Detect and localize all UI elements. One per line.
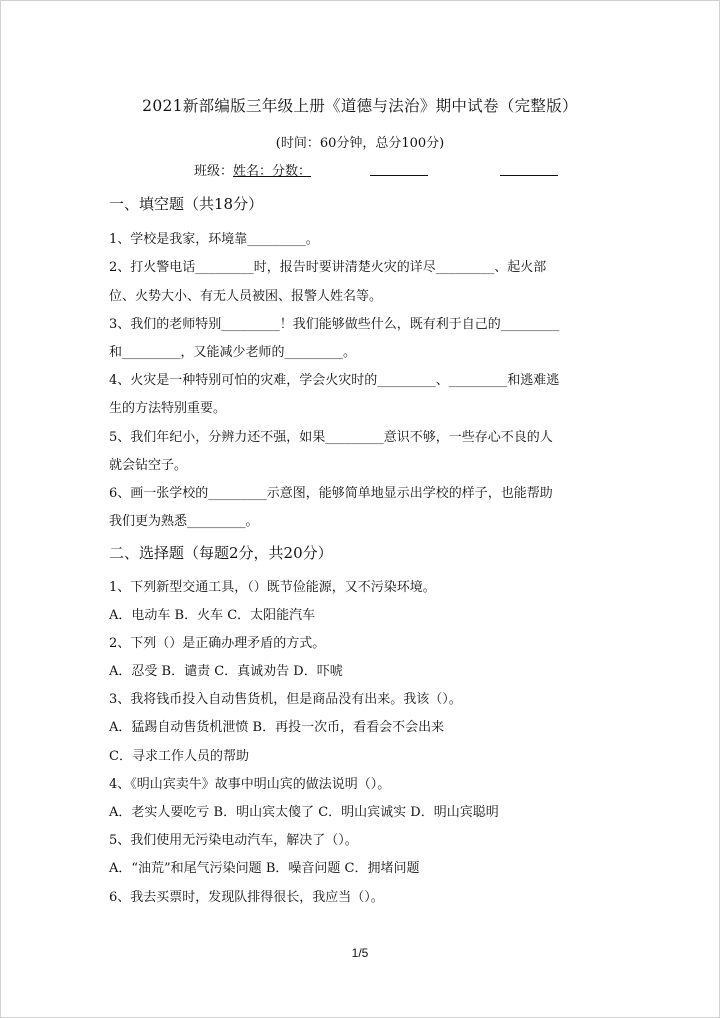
question-line: 6、我去买票时，发现队排得很长，我应当（）。: [109, 890, 384, 905]
score-label: 分数：: [272, 164, 312, 179]
question-line: 5、我们使用无污染电动汽车，解决了（）。: [109, 833, 358, 848]
option-line: C．寻求工作人员的帮助: [109, 749, 249, 764]
question-line: 4、《明山宾卖牛》故事中明山宾的做法说明（）。: [109, 777, 391, 792]
question-line: 3、我将钱币投入自动售货机，但是商品没有出来。我该（）。: [109, 692, 462, 707]
option-line: A．猛踢自动售货机泄愤 B．再投一次币，看看会不会出来: [109, 720, 445, 735]
exam-subtitle: (时间：60分钟，总分100分): [275, 136, 445, 151]
name-label: 姓名：: [233, 164, 273, 179]
question-line: 3、我们的老师特别_________！我们能够做些什么，既有利于自己的_________: [109, 317, 560, 332]
question-line: 和_________，又能减少老师的_________。: [109, 345, 357, 360]
score-blank: [500, 175, 558, 176]
option-line: A．“油荒”和尾气污染问题 B．噪音问题 C．拥堵问题: [109, 861, 420, 876]
name-blank: [370, 175, 428, 176]
exam-title: 2021新部编版三年级上册《道德与法治》期中试卷（完整版）: [142, 97, 578, 115]
question-line: 1、下列新型交通工具，（）既节俭能源，又不污染环境。: [109, 580, 436, 595]
class-label: 班级：: [194, 164, 234, 179]
question-line: 我们更为熟悉_________。: [109, 514, 259, 529]
question-line: 2、打火警电话_________时，报告时要讲清楚火灾的详尽_________、起火部: [109, 260, 547, 275]
section-choice-heading: 二、选择题（每题2分，共20分）: [109, 544, 333, 562]
question-line: 位、火势大小、有无人员被困、报警人姓名等。: [109, 289, 383, 304]
option-line: A．电动车 B．火车 C．太阳能汽车: [109, 608, 316, 623]
question-line: 就会钻空子。: [109, 458, 188, 473]
question-line: 1、学校是我家，环境靠_________。: [109, 232, 319, 247]
question-line: 生的方法特别重要。: [109, 401, 227, 416]
question-line: 6、画一张学校的_________示意图，能够简单地显示出学校的样子，也能帮助: [109, 486, 553, 501]
option-line: A．老实人要吃亏 B．明山宾太傻了 C．明山宾诚实 D．明山宾聪明: [109, 805, 499, 820]
page-number: 1/5: [351, 946, 369, 960]
option-line: A．忍受 B．谴责 C．真诚劝告 D．吓唬: [109, 664, 343, 679]
question-line: 2、下列（）是正确办理矛盾的方式。: [109, 636, 326, 651]
question-line: 4、火灾是一种特别可怕的灾难，学会火灾时的_________、_________和逃难逃: [109, 373, 560, 388]
question-line: 5、我们年纪小，分辨力还不强，如果_________意识不够，一些存心不良的人: [109, 430, 553, 445]
section-fill-blank-heading: 一、填空题（共18分）: [109, 195, 264, 213]
student-info-row: [194, 160, 574, 180]
